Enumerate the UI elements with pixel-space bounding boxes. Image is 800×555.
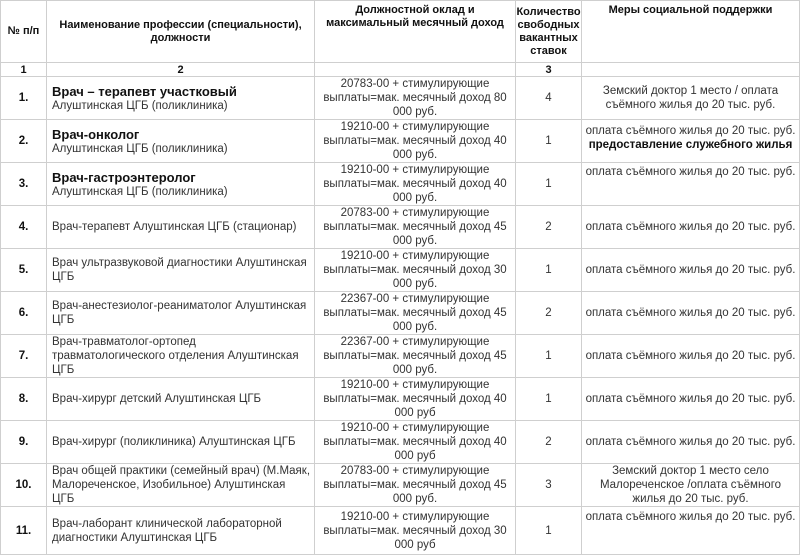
table-row [1, 249, 800, 292]
table-row [1, 292, 800, 335]
profession-cell [47, 77, 315, 120]
row-number: 5. [1, 249, 47, 292]
support-extra: предоставление служебного жилья [588, 139, 793, 151]
header-vacancies: Количество свободных вакантных ставок [516, 1, 582, 63]
vacancy-count: 1 [516, 163, 582, 206]
salary-cell: 19210-00 + стимулирующие выплаты=мак. месячный доход 30 000 руб [315, 507, 516, 555]
salary-cell: 19210-00 + стимулирующие выплаты=мак. месячный доход 30 000 руб. [315, 249, 516, 292]
salary-cell: 20783-00 + стимулирующие выплаты=мак. месячный доход 45 000 руб. [315, 464, 516, 507]
support-cell: оплата съёмного жилья до 20 тыс. руб. [582, 249, 800, 292]
row-number: 3. [1, 163, 47, 206]
row-number: 11. [1, 507, 47, 555]
support-cell: оплата съёмного жилья до 20 тыс. руб. [582, 206, 800, 249]
profession-cell: Врач-хирург (поликлиника) Алуштинская ЦГБ [47, 421, 315, 464]
profession-cell: Врач ультразвуковой диагностики Алуштинская ЦГБ [47, 249, 315, 292]
profession-title: Врач-онколог [52, 126, 140, 142]
profession-cell: Врач-лаборант клинической лабораторной диагностики Алуштинская ЦГБ [47, 507, 315, 555]
row-number: 2. [1, 120, 47, 163]
profession-cell: Врач-хирург детский Алуштинская ЦГБ [47, 378, 315, 421]
support-cell: оплата съёмного жилья до 20 тыс. руб. [582, 378, 800, 421]
table-row [1, 163, 800, 206]
support-cell: оплата съёмного жилья до 20 тыс. руб. [582, 421, 800, 464]
profession-cell: Врач-травматолог-ортопед травматологического отделения Алуштинская ЦГБ [47, 335, 315, 378]
index-cell-3: 3 [516, 63, 582, 77]
profession-subtitle: Алуштинская ЦГБ (поликлиника) [52, 99, 228, 112]
salary-cell: 20783-00 + стимулирующие выплаты=мак. месячный доход 80 000 руб. [315, 77, 516, 120]
index-row [1, 63, 800, 77]
index-cell-1: 1 [1, 63, 47, 77]
vacancy-count: 1 [516, 120, 582, 163]
profession-title: Врач-гастроэнтеролог [52, 169, 196, 185]
support-cell: Земский доктор 1 место / оплата съёмного жилья до 20 тыс. руб. [582, 77, 800, 120]
profession-cell: Врач общей практики (семейный врач) (М.Маяк, Малореченское, Изобильное) Алуштинская ЦГБ [47, 464, 315, 507]
row-number: 6. [1, 292, 47, 335]
table-row [1, 421, 800, 464]
vacancy-count: 2 [516, 206, 582, 249]
vacancy-count: 2 [516, 292, 582, 335]
index-cell-2: 2 [47, 63, 315, 77]
salary-cell: 22367-00 + стимулирующие выплаты=мак. месячный доход 45 000 руб. [315, 292, 516, 335]
table-row [1, 378, 800, 421]
table-row [1, 507, 800, 555]
support-cell: оплата съёмного жилья до 20 тыс. руб. [582, 335, 800, 378]
vacancy-count: 1 [516, 378, 582, 421]
support-cell: оплата съёмного жилья до 20 тыс. руб. [582, 292, 800, 335]
row-number: 7. [1, 335, 47, 378]
profession-cell: Врач-анестезиолог-реаниматолог Алуштинская ЦГБ [47, 292, 315, 335]
header-name: Наименование профессии (специальности), должности [47, 1, 315, 63]
vacancy-count: 1 [516, 507, 582, 555]
table-row [1, 464, 800, 507]
profession-subtitle: Алуштинская ЦГБ (поликлиника) [52, 142, 228, 155]
salary-cell: 19210-00 + стимулирующие выплаты=мак. месячный доход 40 000 руб [315, 378, 516, 421]
profession-cell: Врач-терапевт Алуштинская ЦГБ (стационар) [47, 206, 315, 249]
salary-cell: 20783-00 + стимулирующие выплаты=мак. месячный доход 45 000 руб. [315, 206, 516, 249]
support-cell: Земский доктор 1 место село Малореченское /оплата съёмного жилья до 20 тыс. руб. [582, 464, 800, 507]
row-number: 9. [1, 421, 47, 464]
index-cell-empty [315, 63, 516, 77]
row-number: 1. [1, 77, 47, 120]
profession-title: Врач – терапевт участковый [52, 83, 237, 99]
row-number: 4. [1, 206, 47, 249]
profession-subtitle: Алуштинская ЦГБ (поликлиника) [52, 185, 228, 198]
row-number: 10. [1, 464, 47, 507]
table-row [1, 77, 800, 120]
header-support: Меры социальной поддержки [582, 1, 800, 63]
profession-cell [47, 163, 315, 206]
vacancy-count: 3 [516, 464, 582, 507]
header-num: № п/п [1, 1, 47, 63]
profession-cell [47, 120, 315, 163]
vacancy-count: 1 [516, 249, 582, 292]
vacancy-count: 1 [516, 335, 582, 378]
support-cell: оплата съёмного жилья до 20 тыс. руб. [582, 163, 800, 206]
index-cell-empty [582, 63, 800, 77]
support-cell: оплата съёмного жилья до 20 тыс. руб. [582, 507, 800, 555]
support-cell [582, 120, 800, 163]
vacancy-count: 2 [516, 421, 582, 464]
salary-cell: 22367-00 + стимулирующие выплаты=мак. месячный доход 45 000 руб. [315, 335, 516, 378]
header-salary: Должностной оклад и максимальный месячный доход [315, 1, 516, 63]
salary-cell: 19210-00 + стимулирующие выплаты=мак. месячный доход 40 000 руб [315, 421, 516, 464]
table-row [1, 335, 800, 378]
salary-cell: 19210-00 + стимулирующие выплаты=мак. месячный доход 40 000 руб. [315, 120, 516, 163]
support-text: оплата съёмного жилья до 20 тыс. руб. [585, 125, 796, 137]
vacancy-count: 4 [516, 77, 582, 120]
table-row [1, 206, 800, 249]
salary-cell: 19210-00 + стимулирующие выплаты=мак. месячный доход 40 000 руб. [315, 163, 516, 206]
row-number: 8. [1, 378, 47, 421]
header-row [1, 1, 800, 63]
table-row [1, 120, 800, 163]
